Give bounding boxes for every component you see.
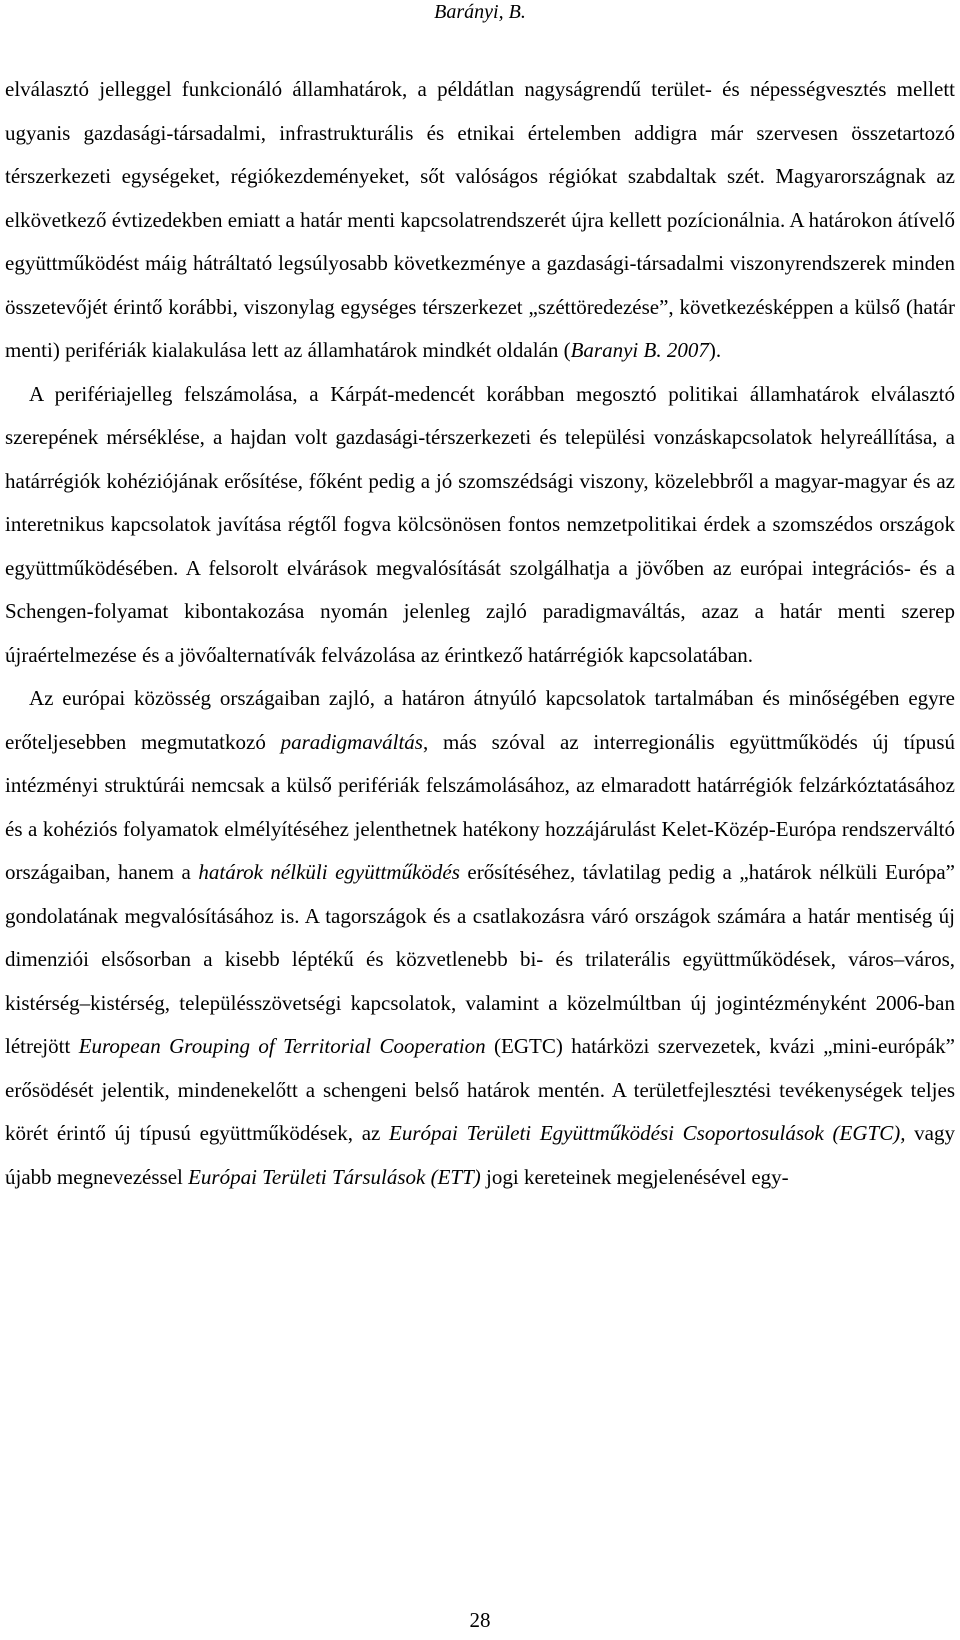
text-run: ). — [708, 338, 722, 362]
text-run: , más szóval az interregionális együttműködés új típusú intézményi struktúrái nemcsak a külső perifériák felszámolásához, az elmaradott határrégiók felzárkóztatásához és a kohéziós folyamatok elmélyítéséhez jelenthetnek hatékony hozzájárulást Kelet-Közép-Európa rendszerváltó országaiban, hanem a — [5, 729, 956, 884]
page-number-text: 28 — [469, 1608, 491, 1632]
running-head-text: Barányi, B. — [434, 1, 526, 23]
text-run: A perifériajelleg felszámolása, a Kárpát-medencét korábban megosztó politikai államhatárok elválasztó szerepének mérséklése, a hajdan volt gazdasági-térszerkezeti és települési vonzáskapcsolatok helyreállítása, a határrégiók kohéziójának erősítése, főként pedig a jó szomszédsági viszony, közelebbről a magyar-magyar és az interetnikus kapcsolatok javítása régtől fogva kölcsönösen fontos nemzetpolitikai érdek a szomszédos országok együttműködésében. A felsorolt elvárások megvalósítását szolgálhatja a jövőben az európai integrációs- és a Schengen-folyamat kibontakozása nyomán jelenleg zajló paradigmaváltás, azaz a határ menti szerep újraértelmezése és a jövőalternatívák felvázolása az érintkező határrégiók kapcsolatában. — [5, 381, 955, 667]
running-head — [0, 0, 960, 24]
italic-text-run: Európai Területi Társulások (ETT) — [188, 1164, 481, 1189]
page-number — [0, 1607, 960, 1633]
text-run: vagy újabb megnevezéssel — [5, 1121, 955, 1189]
text-run: jogi kereteinek megjelenésével egy- — [480, 1164, 789, 1189]
italic-text-run: paradigmaváltás — [280, 729, 423, 754]
italic-text-run: határok nélküli együttműködés — [198, 860, 460, 884]
italic-text-run: European Grouping of Territorial Cooperation — [78, 1034, 486, 1058]
text-run: elválasztó jelleggel funkcionáló államhatárok, a példátlan nagyságrendű terület- és népességvesztés mellett ugyanis gazdasági-társadalmi, infrastrukturális és etnikai értelemben addigra már szervesen összetartozó térszerkezeti egységeket, régiókezdeményeket, sőt valóságos régiókat szabdaltak szét. Magyarországnak az elkövetkező évtizedekben emiatt a határ menti kapcsolatrendszerét újra kellett pozícionálnia. A határokon átívelő együttműködést máig hátráltató legsúlyosabb következménye a gazdasági-társadalmi viszonyrendszerek minden összetevőjét érintő korábbi, viszonylag egységes térszerkezet „széttöredezése”, következésképpen a külső (határ menti) perifériák kialakulása lett az államhatárok mindkét oldalán ( — [5, 77, 955, 362]
text-run: erősítéséhez, távlatilag pedig a „határok nélküli Európa” gondolatának megvalósításához is. A tagországok és a csatlakozásra váró országok számára a határ mentiség új dimenziói elsősorban a kisebb léptékű és közvetlenebb bi- és trilaterális együttműködések, város–város, kistérség–kistérség, településszövetségi kapcsolatok, valamint a közelmúltban új jogintézményként 2006-ban létrejött — [5, 860, 955, 1058]
paragraph-3 — [5, 677, 955, 1199]
italic-text-run: Baranyi B. 2007 — [570, 338, 709, 362]
body-text — [5, 68, 955, 1199]
text-run: (EGTC) határközi szervezetek, kvázi „mini-európák” erősödését jelentik, mindenekelőtt a schengeni belső határok mentén. A területfejlesztési tevékenységek teljes körét érintő új típusú együttműködések, az — [5, 1034, 955, 1145]
paragraph-2 — [5, 373, 955, 678]
italic-text-run: Európai Területi Együttműködési Csoportosulások (EGTC), — [389, 1121, 906, 1145]
text-run: Az európai közösség országaiban zajló, a határon átnyúló kapcsolatok tartalmában és minőségében egyre erőteljesebben megmutatkozó — [5, 686, 955, 754]
paragraph-1 — [5, 68, 955, 373]
